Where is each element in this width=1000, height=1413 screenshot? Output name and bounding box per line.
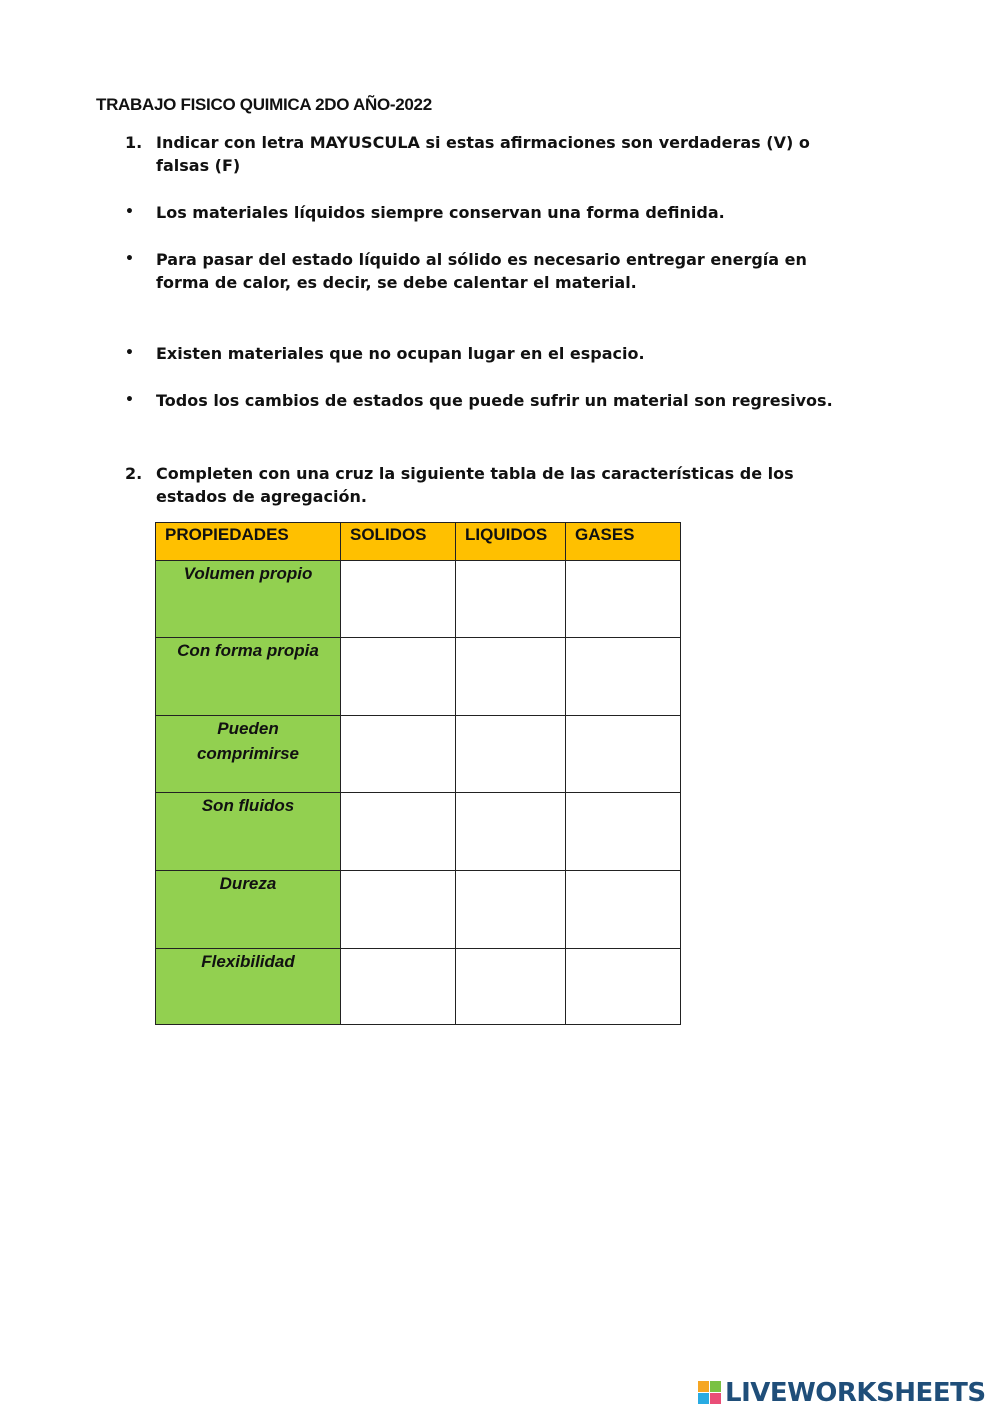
answer-cell-gases[interactable] xyxy=(566,949,681,1025)
statement-2 xyxy=(125,248,860,294)
answer-cell-liquidos[interactable] xyxy=(456,793,566,871)
liveworksheets-mark-icon xyxy=(698,1381,722,1405)
answer-cell-solidos[interactable] xyxy=(341,793,456,871)
answer-cell-gases[interactable] xyxy=(566,871,681,949)
table-row xyxy=(156,561,681,638)
answer-cell-liquidos[interactable] xyxy=(456,638,566,716)
row-label: Volumen propio xyxy=(156,561,341,638)
properties-table xyxy=(155,522,681,1025)
question-1 xyxy=(125,131,860,177)
bullet-icon: • xyxy=(125,345,134,361)
bullet-icon: • xyxy=(125,251,134,267)
answer-cell-solidos[interactable] xyxy=(341,638,456,716)
answer-cell-liquidos[interactable] xyxy=(456,949,566,1025)
question-2-text: Completen con una cruz la siguiente tabla de las características de los estados de agregación. xyxy=(156,464,794,506)
table-row xyxy=(156,716,681,793)
question-2-number: 2. xyxy=(125,464,143,483)
header-properties: PROPIEDADES xyxy=(156,523,341,561)
table-row xyxy=(156,949,681,1025)
row-label: Flexibilidad xyxy=(156,949,341,1025)
document-title: TRABAJO FISICO QUIMICA 2DO AÑO-2022 xyxy=(96,95,432,114)
statement-text: Todos los cambios de estados que puede sufrir un material son regresivos. xyxy=(156,391,833,410)
table-header-row xyxy=(156,523,681,561)
liveworksheets-brand: LIVEWORKSHEETS xyxy=(725,1378,986,1408)
statement-text: Los materiales líquidos siempre conservan una forma definida. xyxy=(156,203,725,222)
answer-cell-solidos[interactable] xyxy=(341,871,456,949)
question-1-text: Indicar con letra MAYUSCULA si estas afirmaciones son verdaderas (V) o falsas (F) xyxy=(156,133,810,175)
answer-cell-liquidos[interactable] xyxy=(456,871,566,949)
answer-cell-gases[interactable] xyxy=(566,638,681,716)
statement-1 xyxy=(125,201,860,224)
table-row xyxy=(156,793,681,871)
statement-4 xyxy=(125,389,860,412)
statement-text: Existen materiales que no ocupan lugar en el espacio. xyxy=(156,344,645,363)
answer-cell-solidos[interactable] xyxy=(341,561,456,638)
answer-cell-gases[interactable] xyxy=(566,793,681,871)
statement-text: Para pasar del estado líquido al sólido es necesario entregar energía en forma de calor, es decir, se debe calentar el material. xyxy=(156,250,807,292)
header-solids: SOLIDOS xyxy=(341,523,456,561)
row-label: Dureza xyxy=(156,871,341,949)
bullet-icon: • xyxy=(125,204,134,220)
table-row xyxy=(156,871,681,949)
row-label: Son fluidos xyxy=(156,793,341,871)
answer-cell-solidos[interactable] xyxy=(341,716,456,793)
answer-cell-gases[interactable] xyxy=(566,561,681,638)
header-liquids: LIQUIDOS xyxy=(456,523,566,561)
row-label: Con forma propia xyxy=(156,638,341,716)
answer-cell-gases[interactable] xyxy=(566,716,681,793)
question-2 xyxy=(125,462,860,508)
answer-cell-liquidos[interactable] xyxy=(456,561,566,638)
header-gases: GASES xyxy=(566,523,681,561)
answer-cell-liquidos[interactable] xyxy=(456,716,566,793)
question-1-number: 1. xyxy=(125,133,143,152)
row-label: Pueden comprimirse xyxy=(156,716,341,793)
statement-3 xyxy=(125,342,860,365)
table-row xyxy=(156,638,681,716)
answer-cell-solidos[interactable] xyxy=(341,949,456,1025)
liveworksheets-logo[interactable] xyxy=(698,1376,986,1410)
bullet-icon: • xyxy=(125,392,134,408)
